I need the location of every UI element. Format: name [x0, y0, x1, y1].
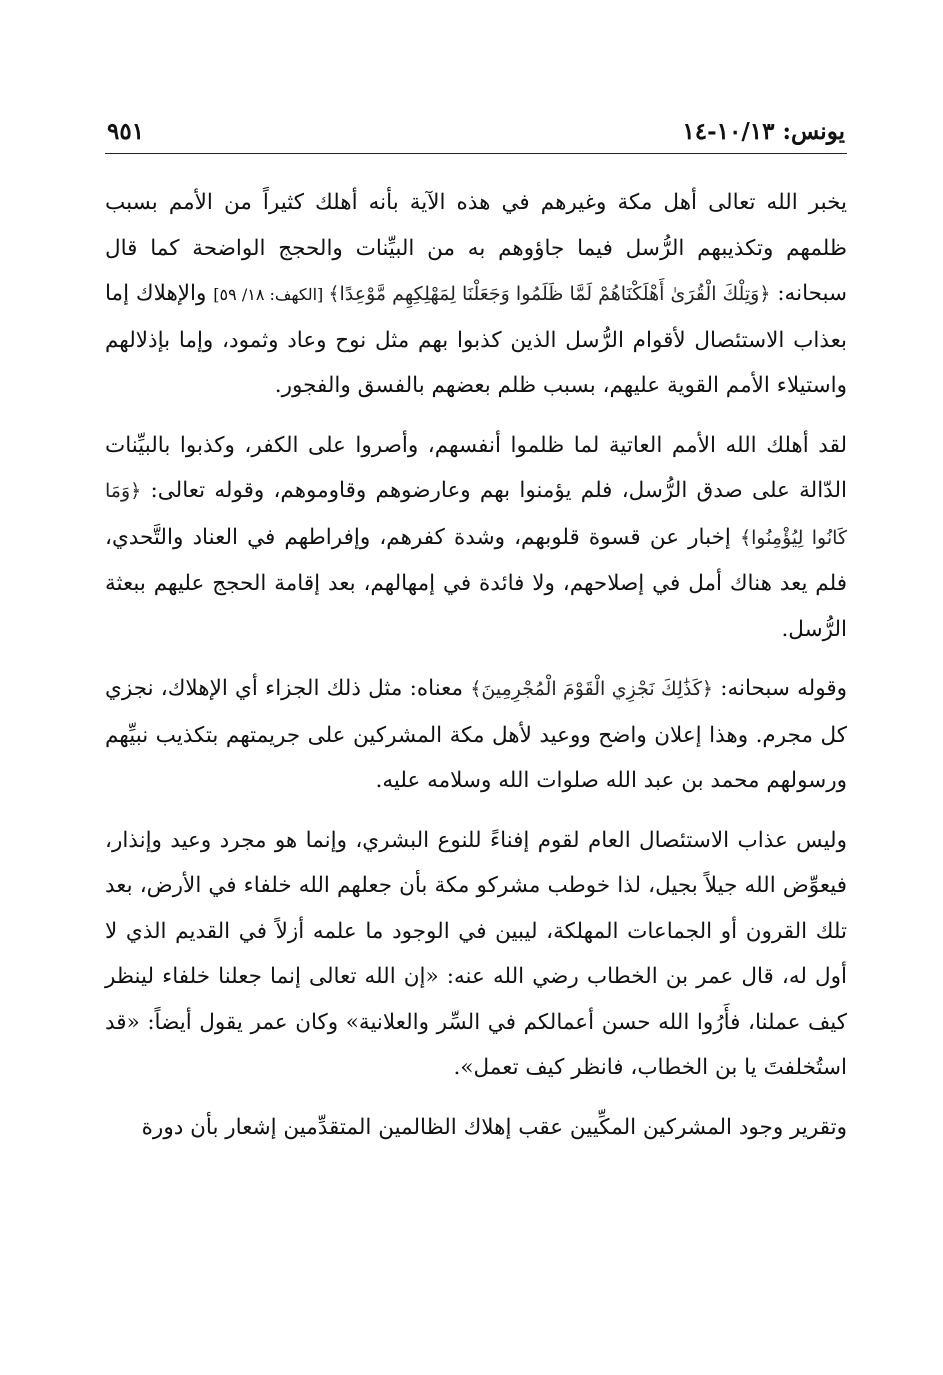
paragraph-text: إخبار عن قسوة قلوبهم، وشدة كفرهم، وإفراطهم في العناد والتَّحدي، فلم يعد هناك أمل في إصلاحهم، ولا فائدة في إمهالهم، بعد إقامة الحجج عليهم ببعثة الرُّسل.: [105, 524, 847, 642]
paragraph-4: [105, 818, 847, 1091]
paragraph-text: وليس عذاب الاستئصال العام لقوم إفناءً للنوع البشري، وإنما هو مجرد وعيد وإنذار، فيعوِّض الله جيلاً بجيل، لذا خوطب مشركو مكة بأن جعلهم الله خلفاء في الأرض، بعد تلك القرون أو الجماعات المهلكة، ليبين في الوجود ما علمه أزلاً في القديم الذي لا أول له، قال عمر بن الخطاب رضي الله عنه: «إن الله تعالى إنما جعلنا خلفاء لينظر كيف عملنا، فأَرُوا الله حسن أعمالكم في السِّر والعلانية» وكان عمر يقول أيضاً: «قد استُخلفتَ يا بن الخطاب، فانظر كيف تعمل».: [105, 827, 847, 1080]
paragraph-text: لقد أهلك الله الأمم العاتية لما ظلموا أنفسهم، وأصروا على الكفر، وكذبوا بالبيِّنات الدّالة على صدق الرُّسل، فلم يؤمنوا بهم وعارضوهم وقاوموهم، وقوله تعالى:: [105, 432, 847, 503]
quran-verse: ﴿وَمَا كَانُوا لِيُؤْمِنُوا﴾: [105, 480, 847, 549]
quran-verse: ﴿وَتِلْكَ الْقُرَىٰ أَهْلَكْنَاهُمْ لَمَّا ظَلَمُوا وَجَعَلْنَا لِمَهْلِكِهِم مَّوْعِدًا﴾: [328, 283, 771, 305]
paragraph-2: [105, 423, 847, 653]
paragraph-5: [105, 1105, 847, 1151]
paragraph-text: معناه: مثل ذلك الجزاء أي الإهلاك، نجزي كل مجرم. وهذا إعلان واضح ووعيد لأهل مكة المشركين على جريمتهم بتكذيب نبيِّهم ورسولهم محمد بن عبد الله صلوات الله وسلامه عليه.: [105, 676, 847, 793]
verse-reference: [الكهف: ١٨/ ٥٩]: [213, 285, 329, 304]
paragraph-text: والإهلاك إما بعذاب الاستئصال لأقوام الرُّسل الذين كذبوا بهم مثل نوح وعاد وثمود، وإما بإذلالهم واستيلاء الأمم القوية عليهم، بسبب ظلم بعضهم بالفسق والفجور.: [105, 281, 847, 398]
page-number: ٩٥١: [107, 118, 145, 145]
paragraph-text: يخبر الله تعالى أهل مكة وغيرهم في هذه الآية بأنه أهلك كثيراً من الأمم بسبب ظلمهم وتكذيبهم الرُّسل فيما جاؤوهم به من البيِّنات والحجج الواضحة كما قال سبحانه:: [105, 190, 848, 306]
paragraph-1: [105, 180, 847, 409]
paragraph-text: وتقرير وجود المشركين المكِّيين عقب إهلاك الظالمين المتقدِّمين إشعار بأن دورة: [141, 1114, 847, 1140]
page-body: [105, 180, 847, 1150]
quran-verse: ﴿كَذَٰلِكَ نَجْزِي الْقَوْمَ الْمُجْرِمِينَ﴾: [470, 678, 714, 700]
paragraph-text: وقوله سبحانه:: [713, 676, 847, 701]
paragraph-3: [105, 666, 847, 804]
running-header: [105, 110, 847, 154]
chapter-verse-header: يونس: ١٠/١٣-١٤: [682, 118, 845, 145]
book-page: [105, 110, 847, 1164]
